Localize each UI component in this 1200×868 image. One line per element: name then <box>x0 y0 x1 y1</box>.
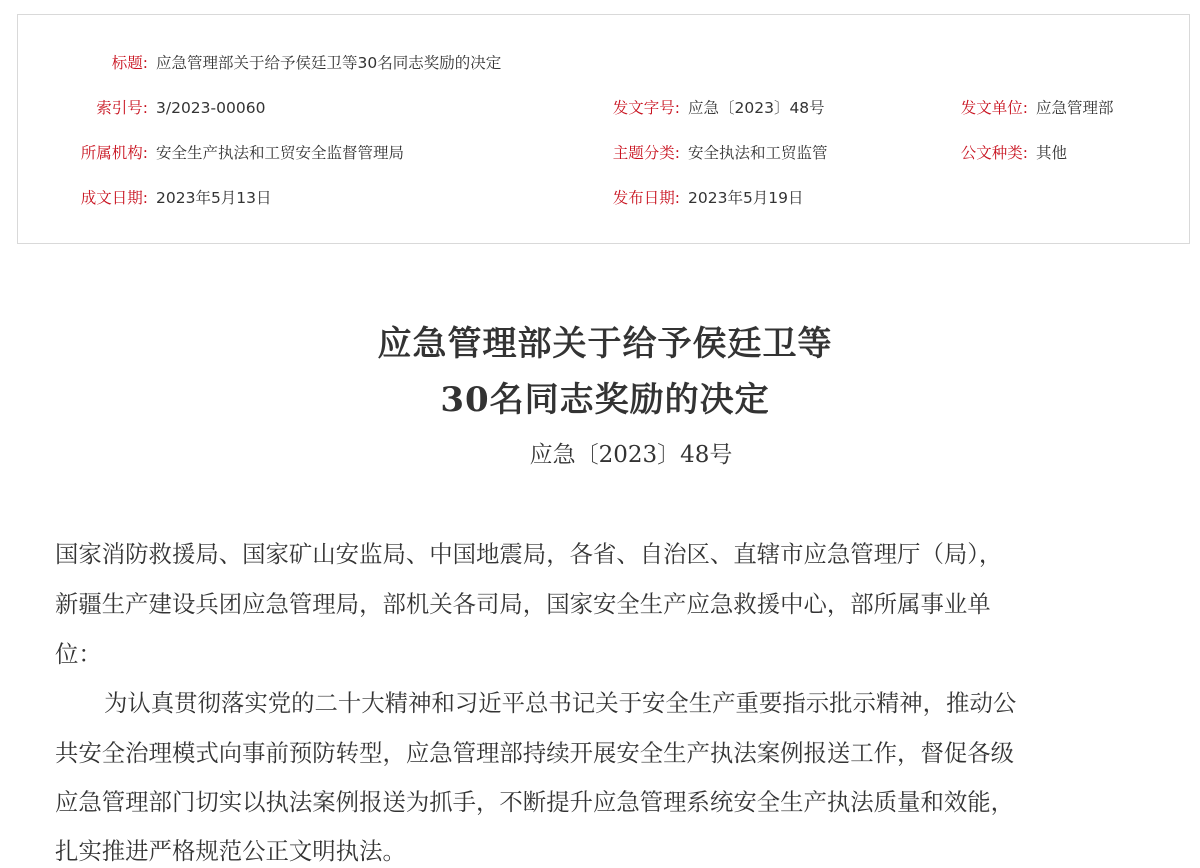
body-line: 扎实推进严格规范公正文明执法。 <box>55 837 406 865</box>
meta-topic-value: 安全执法和工贸监管 <box>688 144 828 162</box>
document-title-line-1: 应急管理部关于给予侯廷卫等 <box>377 324 833 364</box>
meta-created-label: 成文日期: <box>80 189 148 207</box>
meta-published-value: 2023年5月19日 <box>688 189 804 207</box>
meta-row-org <box>18 141 1188 165</box>
body-line: 共安全治理模式向事前预防转型，应急管理部持续开展安全生产执法案例报送工作，督促各级 <box>55 739 1015 767</box>
document-metadata-panel <box>17 14 1190 244</box>
meta-index-value: 3/2023-00060 <box>156 99 266 117</box>
body-line: 应急管理部门切实以执法案例报送为抓手，不断提升应急管理系统安全生产执法质量和效能， <box>55 788 1015 816</box>
meta-type-label: 公文种类: <box>960 144 1028 162</box>
meta-title-label: 标题: <box>111 54 148 72</box>
document-number: 应急〔2023〕48号 <box>529 442 733 468</box>
meta-issuer-label: 发文单位: <box>960 99 1028 117</box>
meta-org-value: 安全生产执法和工贸安全监督管理局 <box>156 144 405 162</box>
meta-org-label: 所属机构: <box>80 144 148 162</box>
body-line: 国家消防救援局、国家矿山安监局、中国地震局，各省、自治区、直辖市应急管理厅（局）， <box>55 540 1003 568</box>
body-line: 为认真贯彻落实党的二十大精神和习近平总书记关于安全生产重要指示批示精神，推动公 <box>104 689 1017 717</box>
meta-title-value: 应急管理部关于给予侯廷卫等30名同志奖励的决定 <box>156 54 502 72</box>
meta-created-value: 2023年5月13日 <box>156 189 272 207</box>
meta-row-title <box>18 51 1188 75</box>
meta-row-dates <box>18 186 1188 210</box>
meta-published-label: 发布日期: <box>612 189 680 207</box>
meta-doc-no-label: 发文字号: <box>612 99 680 117</box>
meta-issuer-value: 应急管理部 <box>1036 99 1114 117</box>
meta-type-value: 其他 <box>1036 144 1068 162</box>
meta-doc-no-value: 应急〔2023〕48号 <box>688 99 825 117</box>
body-line: 新疆生产建设兵团应急管理局，部机关各司局，国家安全生产应急救援中心，部所属事业单 <box>55 590 991 618</box>
body-line: 位： <box>55 640 102 668</box>
meta-index-label: 索引号: <box>96 99 148 117</box>
meta-topic-label: 主题分类: <box>612 144 680 162</box>
document-title-line-2: 30名同志奖励的决定 <box>440 380 770 420</box>
meta-row-index <box>18 96 1188 120</box>
